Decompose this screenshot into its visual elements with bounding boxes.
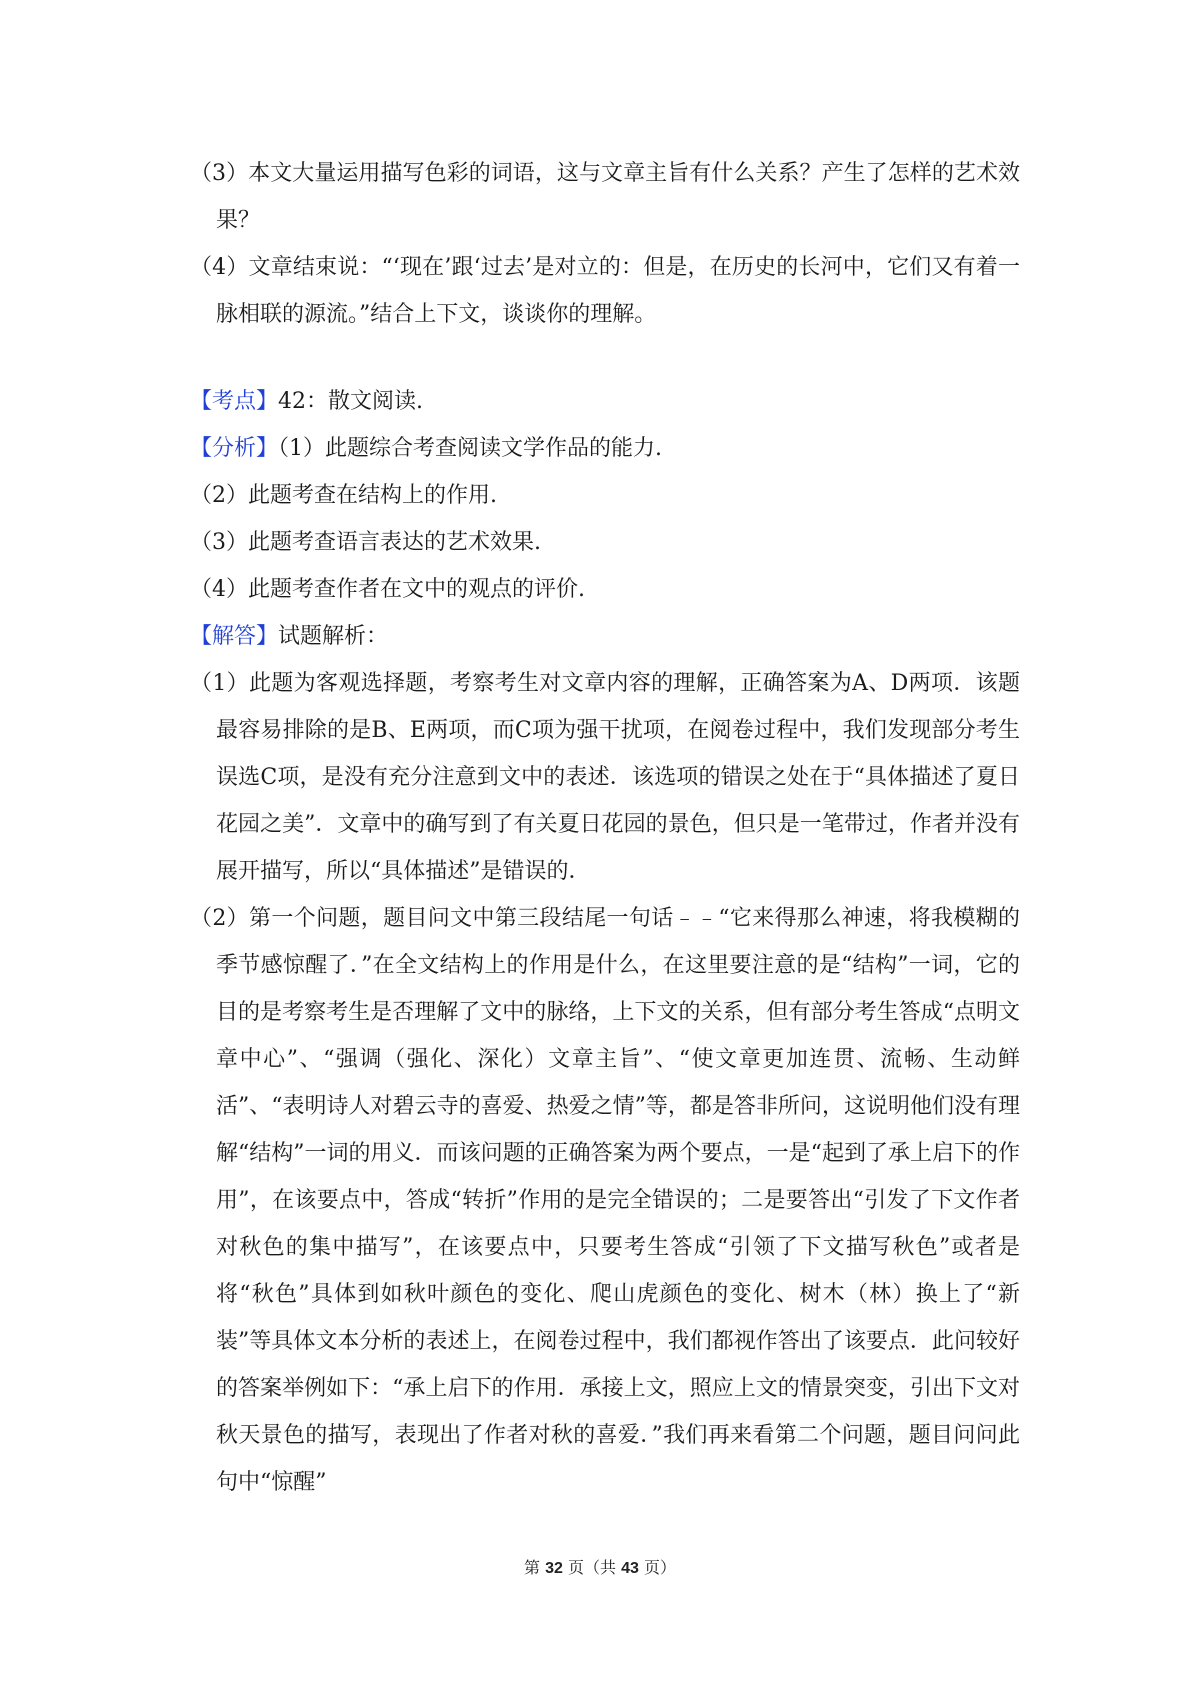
fenxi-label: 【分析】 (190, 436, 279, 461)
question-4: （4）文章结束说：“‘现在’跟‘过去’是对立的：但是，在历史的长河中，它们又有着一脉相联的源流。”结合上下文，谈谈你的理解。 (190, 255, 1020, 327)
jieda-item-2: （2）第一个问题，题目问文中第三段结尾一句话﹣﹣“它来得那么神速，将我模糊的季节感惊醒了．”在全文结构上的作用是什么，在这里要注意的是“结构”一词，它的目的是考察考生是否理解了文中的脉络，上下文的关系，但有部分考生答成“点明文章中心”、“强调（强化、深化）文章主旨”、“使文章更加连贯、流畅、生动鲜活”、“表明诗人对碧云寺的喜爱、热爱之情”等，都是答非所问，这说明他们没有理解“结构”一词的用义．而该问题的正确答案为两个要点，一是“起到了承上启下的作用”，在该要点中，答成“转折”作用的是完全错误的；二是要答出“引发了下文作者对秋色的集中描写”，在该要点中，只要考生答成“引领了下文描写秋色”或者是将“秋色”具体到如秋叶颜色的变化、爬山虎颜色的变化、树木（林）换上了“新装”等具体文本分析的表述上，在阅卷过程中，我们都视作答出了该要点．此问较好的答案举例如下：“承上启下的作用．承接上文，照应上文的情景突变，引出下文对秋天景色的描写，表现出了作者对秋的喜爱．”我们再来看第二个问题，题目问问此句中“惊醒” (190, 906, 1020, 1495)
footer-total-pages: 43 (621, 1560, 639, 1577)
page-content (190, 150, 1020, 1506)
kaodian-text: 42：散文阅读. (278, 389, 424, 414)
footer-suffix: 页） (638, 1558, 676, 1577)
fenxi-item-4: （4）此题考查作者在文中的观点的评价. (190, 577, 585, 602)
footer-prefix: 第 (524, 1558, 546, 1577)
fenxi-text: （1）此题综合考查阅读文学作品的能力. (278, 436, 663, 461)
footer-page-number: 32 (545, 1560, 563, 1577)
kaodian-line (190, 378, 1020, 425)
footer-middle: 页（共 (562, 1558, 622, 1577)
fenxi-item-2: （2）此题考查在结构上的作用. (190, 483, 497, 508)
kaodian-label: 【考点】 (190, 389, 279, 414)
jieda-text: 试题解析： (278, 624, 389, 649)
jieda-line (190, 613, 1020, 660)
jieda-label: 【解答】 (190, 624, 279, 649)
jieda-item-1: （1）此题为客观选择题，考察考生对文章内容的理解，正确答案为A、D两项．该题最容易排除的是B、E两项，而C项为强干扰项，在阅卷过程中，我们发现部分考生误选C项，是没有充分注意到文中的表述．该选项的错误之处在于“具体描述了夏日花园之美”．文章中的确写到了有关夏日花园的景色，但只是一笔带过，作者并没有展开描写，所以“具体描述”是错误的． (190, 671, 1020, 884)
page-footer (0, 1555, 1200, 1578)
fenxi-item-3: （3）此题考查语言表达的艺术效果. (190, 530, 541, 555)
question-3: （3）本文大量运用描写色彩的词语，这与文章主旨有什么关系？产生了怎样的艺术效果？ (190, 161, 1020, 233)
fenxi-line (190, 425, 1020, 472)
